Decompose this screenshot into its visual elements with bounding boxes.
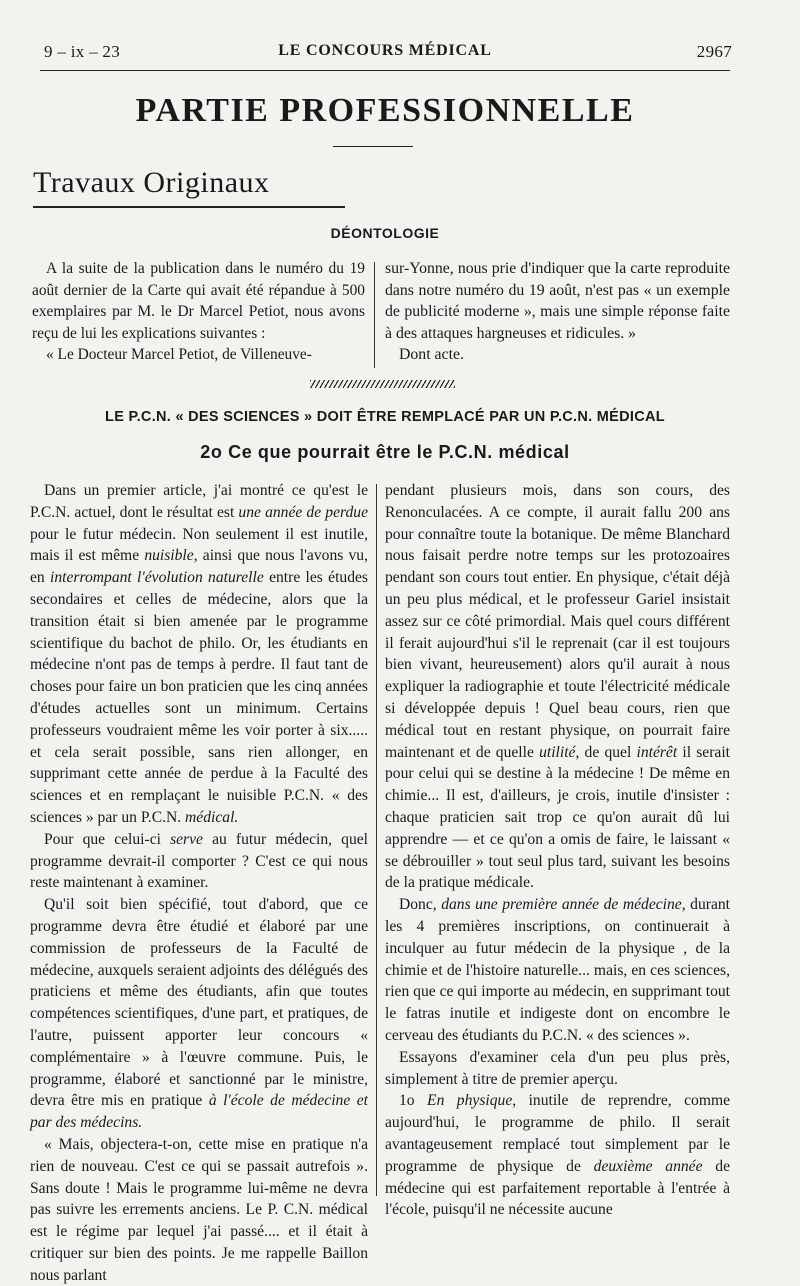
article-right-column [385,480,730,1221]
ornament-divider [310,380,455,388]
paragraph: Donc, dans une première année de médecine, durant les 4 premières inscriptions, on continuerait à inculquer au futur médecin de la physique , de la chimie et de l'histoire naturelle... mais, en ces sciences, rien que ce qui importe au médecin, en supprimant tout le fatras inutile et indigeste dont on encombre le cerveau des étudiants du P.C.N. « des sciences ». [385,896,730,1044]
deontology-left-column [32,258,365,366]
paragraph: Dont acte. [399,346,464,364]
paragraph: « Le Docteur Marcel Petiot, de Villeneuve- [46,346,312,364]
column-divider [376,484,377,1196]
paragraph: Dans un premier article, j'ai montré ce qu'est le P.C.N. actuel, dont le résultat est une année de perdue pour le futur médecin. Non seulement il est inutile, mais il est même nuisible, ainsi que nous l'avons vu, en interrompant l'évolution naturelle entre les études secondaires et celles de médecine, alors que la transition était si bien amenée par le programme scientifique du bachot de philo. Or, les étudiants en médecine n'ont pas de temps à perdre. Il faut tant de choses pour faire un bon praticien que les cinq années d'études actuelles sont un minimum. Certains professeurs voudraient même les voir porter à six..... et cela serait possible, sans rien allonger, en supprimant cette année de perdue à la Faculté des sciences et en remplaçant le nuisible P.C.N. « des sciences » par un P.C.N. médical. [30,482,369,826]
paragraph: sur-Yonne, nous prie d'indiquer que la carte reproduite dans notre numéro du 19 août, n'est pas « un exemple de publicité moderne », mais une simple réponse faite à des attaques hargneuses et ridicules. » [385,260,730,342]
paragraph: Pour que celui-ci serve au futur médecin, quel programme devrait-il comporter ? C'est ce qui nous reste maintenant à examiner. [30,830,368,892]
rubric-heading: DÉONTOLOGIE [330,225,440,241]
header-divider [40,70,730,71]
paragraph: Qu'il soit bien spécifié, tout d'abord, que ce programme devra être étudié et élaboré par une commission de professeurs de la Faculté de médecine, auxquels seraient adjoints des délégués des praticiens et même des étudiants, afin que toutes compétences scientifiques, d'une part, et pratiques, de l'autre, puissent apporter leur concours « complémentaire » à l'œuvre commune. Puis, le programme, élaboré et sanctionné par le ministre, devra être mis en pratique à l'école de médecine et par des médecins. [30,896,368,1132]
paragraph: 1o En physique, inutile de reprendre, comme aujourd'hui, le programme de philo. Il serait avantageusement remplacé tout simplement par le programme de physique de deuxième année de médecine qui est parfaitement reportable à l'entrée à l'école, puisqu'il ne nécessite aucune [385,1092,731,1219]
paragraph: A la suite de la publication dans le numéro du 19 août dernier de la Carte qui avait été répandue à 500 exemplaires par M. le Dr Marcel Petiot, nous avons reçu de lui les explications suivantes : [32,260,365,342]
subsection-title: Travaux Originaux [33,166,270,199]
subsection-underline [33,206,345,208]
issue-date: 9 – ix – 23 [44,42,121,61]
section-title: PARTIE PROFESSIONNELLE [135,92,635,129]
running-header [40,40,730,66]
column-divider [374,262,375,368]
journal-title: LE CONCOURS MÉDICAL [278,42,492,59]
page-number: 2967 [696,42,732,61]
article-left-column [30,480,368,1286]
deontology-right-column [385,258,730,366]
paragraph: Essayons d'examiner cela d'un peu plus près, simplement à titre de premier aperçu. [385,1048,730,1088]
article-title: LE P.C.N. « DES SCIENCES » DOIT ÊTRE REMPLACÉ PAR UN P.C.N. MÉDICAL [105,409,665,425]
article-subtitle: 2o Ce que pourrait être le P.C.N. médical [200,442,570,462]
paragraph: pendant plusieurs mois, dans son cours, des Renonculacées. A ce compte, il aurait fallu 200 ans pour connaître toute la botanique. De même Blanchard nous faisait perdre notre temps sur les protozoaires pendant son cours tout entier. En physique, c'était déjà un peu plus médical, et le professeur Gariel insistait assez sur ce côté primordial. Mais quel cours différent il ferait aujourd'hui s'il le reprenait (car il est toujours bien vivant, heureusement) alors qu'il aurait à nous expliquer la radiographie et toute l'électricité médicale si développée depuis ! Quel beau cours, rien que médical tout en restant physique, on pourrait faire maintenant et de quelle utilité, de quel intérêt il serait pour celui qui se destine à la médecine ! De même en chimie... Il est, d'ailleurs, je crois, inutile d'insister : chaque praticien sait trop ce qu'on aurait dû lui apprendre — et ce qu'on a omis de faire, le laissant « se débrouiller » tout seul plus tard, suivant les besoins de la pratique médicale. [385,482,730,892]
paragraph: « Mais, objectera-t-on, cette mise en pratique n'a rien de nouveau. C'est ce qui se passait autrefois ». Sans doute ! Mais le programme lui-même ne devra pas suivre les errements anciens. Le P. C.N. médical est le régime par lequel j'ai passé.... et il était à critiquer sur bien des points. Je me rappelle Baillon nous parlant [30,1135,368,1284]
section-divider [333,146,413,147]
